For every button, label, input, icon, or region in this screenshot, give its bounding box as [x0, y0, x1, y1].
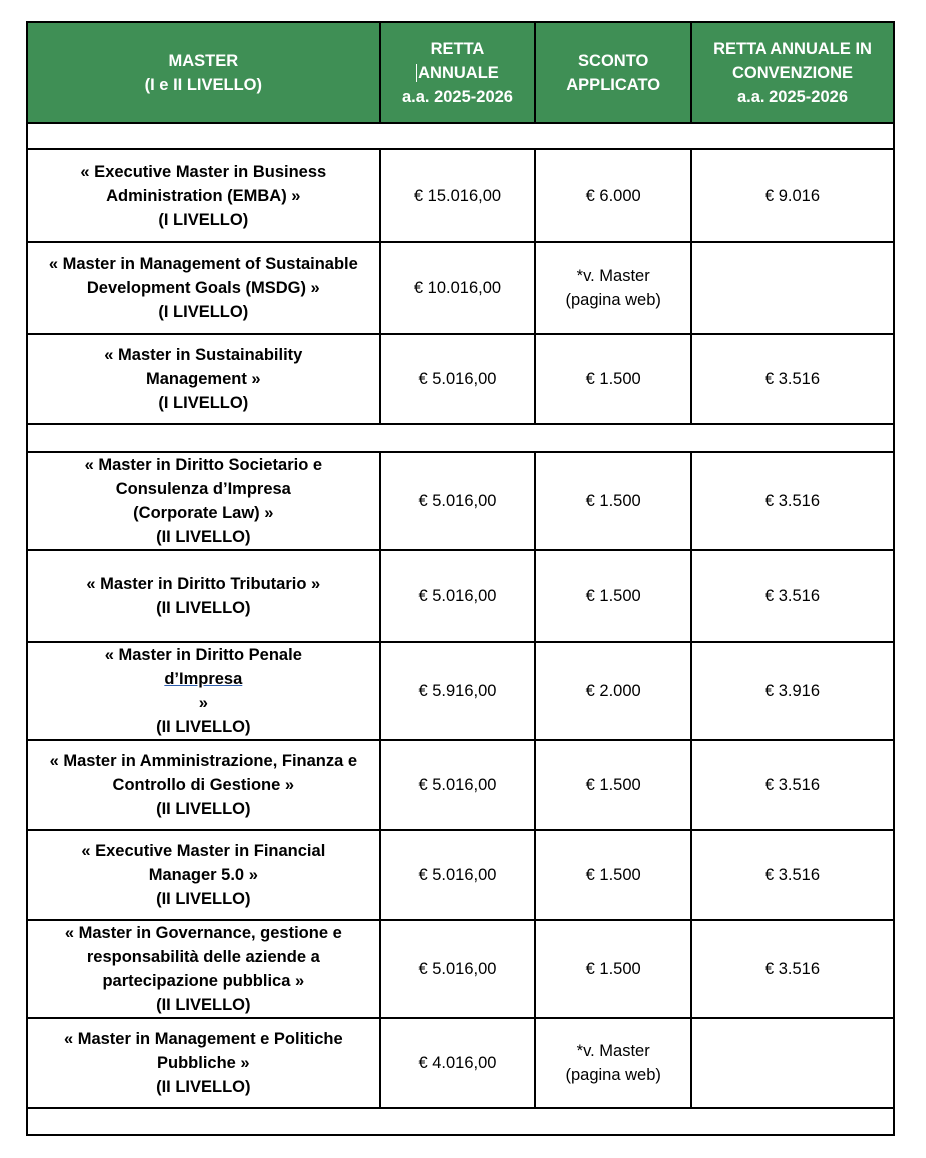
- annual-fee: € 5.016,00: [380, 830, 536, 920]
- header-master: MASTER (I e II LIVELLO): [27, 22, 380, 123]
- annual-fee: € 5.916,00: [380, 642, 536, 740]
- text-cursor: [416, 64, 417, 82]
- table-row: [27, 740, 894, 830]
- table-row: [27, 920, 894, 1018]
- agreement-fee: € 3.516: [691, 550, 894, 642]
- discount: € 1.500: [535, 452, 691, 550]
- discount: € 1.500: [535, 334, 691, 424]
- table-row: [27, 452, 894, 550]
- discount: € 1.500: [535, 920, 691, 1018]
- spacer-row: [27, 424, 894, 452]
- agreement-fee: [691, 1018, 894, 1108]
- master-name: « Master in Sustainability Management » (I LIVELLO): [27, 334, 380, 424]
- header-agreement-fee: RETTA ANNUALE IN CONVENZIONE a.a. 2025-2026: [691, 22, 894, 123]
- master-name: « Executive Master in Business Administration (EMBA) » (I LIVELLO): [27, 149, 380, 242]
- master-name: « Master in Diritto Societario e Consulenza d’Impresa (Corporate Law) » (II LIVELLO): [27, 452, 380, 550]
- annual-fee: € 15.016,00: [380, 149, 536, 242]
- master-name: « Master in Management e Politiche Pubbliche » (II LIVELLO): [27, 1018, 380, 1108]
- agreement-fee: € 3.516: [691, 920, 894, 1018]
- header-row: [27, 22, 894, 123]
- agreement-fee: € 9.016: [691, 149, 894, 242]
- master-name: « Master in Diritto Penale d’Impresa » (II LIVELLO): [27, 642, 380, 740]
- discount: *v. Master (pagina web): [535, 242, 691, 334]
- annual-fee: € 5.016,00: [380, 920, 536, 1018]
- agreement-fee: € 3.516: [691, 830, 894, 920]
- annual-fee: € 10.016,00: [380, 242, 536, 334]
- master-name: « Master in Governance, gestione e responsabilità delle aziende a partecipazione pubblica » (II LIVELLO): [27, 920, 380, 1018]
- agreement-fee: € 3.916: [691, 642, 894, 740]
- agreement-fee: € 3.516: [691, 334, 894, 424]
- annual-fee: € 5.016,00: [380, 452, 536, 550]
- table-row: [27, 830, 894, 920]
- master-name: « Master in Amministrazione, Finanza e Controllo di Gestione » (II LIVELLO): [27, 740, 380, 830]
- agreement-fee: € 3.516: [691, 740, 894, 830]
- table-row: [27, 149, 894, 242]
- table-row: [27, 242, 894, 334]
- discount: € 1.500: [535, 740, 691, 830]
- table-row: [27, 334, 894, 424]
- annual-fee: € 4.016,00: [380, 1018, 536, 1108]
- annual-fee: € 5.016,00: [380, 550, 536, 642]
- annual-fee: € 5.016,00: [380, 334, 536, 424]
- fees-table: [26, 21, 895, 1136]
- master-name: « Master in Diritto Tributario » (II LIVELLO): [27, 550, 380, 642]
- table-row: [27, 550, 894, 642]
- discount: € 1.500: [535, 830, 691, 920]
- discount: *v. Master (pagina web): [535, 1018, 691, 1108]
- spacer-row: [27, 123, 894, 149]
- table-row: [27, 1018, 894, 1108]
- annual-fee: € 5.016,00: [380, 740, 536, 830]
- spacer-row: [27, 1108, 894, 1135]
- discount: € 1.500: [535, 550, 691, 642]
- agreement-fee: [691, 242, 894, 334]
- master-name: « Executive Master in Financial Manager 5.0 » (II LIVELLO): [27, 830, 380, 920]
- header-annual-fee: RETTA ANNUALE a.a. 2025-2026: [380, 22, 536, 123]
- master-name: « Master in Management of Sustainable Development Goals (MSDG) » (I LIVELLO): [27, 242, 380, 334]
- agreement-fee: € 3.516: [691, 452, 894, 550]
- header-discount: SCONTO APPLICATO: [535, 22, 691, 123]
- discount: € 6.000: [535, 149, 691, 242]
- discount: € 2.000: [535, 642, 691, 740]
- table-row: [27, 642, 894, 740]
